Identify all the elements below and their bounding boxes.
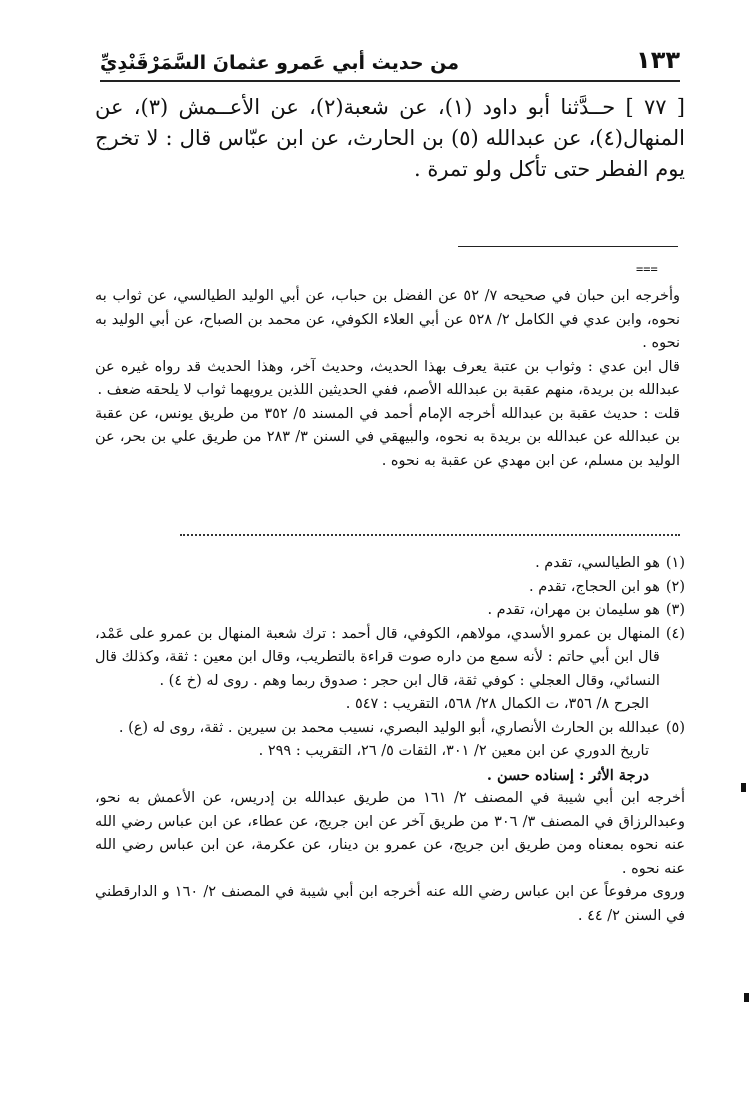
footnote-references: تاريخ الدوري عن ابن معين ٢/ ٣٠١، الثقات ٥/ ٢٦، التقريب : ٢٩٩ .	[258, 743, 649, 759]
margin-mark	[741, 783, 746, 792]
footnote	[95, 717, 685, 741]
page-title: من حديث أبي عَمرو عثمانَ السَّمَرْقَنْدِيِّ	[100, 52, 460, 74]
footnote-text: هو ابن الحجاج، تقدم .	[528, 578, 660, 595]
footnote-text: عبدالله بن الحارث الأنصاري، أبو الوليد البصري، نسيب محمد بن سيرين . ثقة، روى له (ع) .	[118, 719, 660, 736]
commentary-paragraph: قلت : حديث عقبة بن عبدالله أخرجه الإمام أحمد في المسند ٥/ ٣٥٢ من طريق يونس، عن عقبة بن عبدالله عن عبدالله بن بريدة به نحوه، والبيهقي في السنن ٣/ ٢٨٣ من طريق علي بن بحر، عن الوليد بن مسلم، عن ابن مهدي عن عقبة به نحوه .	[95, 405, 681, 469]
page-header	[100, 34, 680, 82]
footnote	[95, 599, 685, 623]
separator-marker: ===	[636, 262, 658, 276]
dotted-divider	[180, 534, 680, 536]
footnote-number: (٤)	[665, 625, 685, 642]
grade-heading: درجة الأثر : إسناده حسن .	[486, 766, 649, 784]
hadith-block	[95, 92, 685, 185]
commentary-paragraph: وأخرجه ابن حبان في صحيحه ٧/ ٥٢ عن الفضل بن حباب، عن أبي الوليد الطيالسي، عن ثواب به نحوه، وابن عدي في الكامل ٢/ ٥٢٨ عن أبي العلاء الكوفي، عن محمد بن الصباح، عن أبي الوليد به نحوه .	[95, 288, 681, 351]
commentary-paragraph: قال ابن عدي : وثواب بن عتبة يعرف بهذا الحديث، وحديث آخر، وهذا الحديث قد رواه غيره عن عبدالله بن بريدة، منهم عقبة بن عبدالله الأصم، ففي الحديثين اللذين يرويهما ثواب لا يلحقه ضعف .	[95, 358, 680, 398]
footnote	[95, 552, 685, 576]
takhrij-paragraph: وروى مرفوعاً عن ابن عباس رضي الله عنه أخرجه ابن أبي شيبة في المصنف ٢/ ١٦٠ و الدارقطني في السنن ٢/ ٤٤ .	[95, 884, 686, 924]
footnote-references: الجرح ٨/ ٣٥٦، ت الكمال ٢٨/ ٥٦٨، التقريب : ٥٤٧ .	[345, 696, 649, 712]
footnote	[95, 623, 685, 694]
section-divider	[458, 246, 678, 247]
page-number: ١٣٣	[636, 46, 680, 74]
takhrij-paragraph: أخرجه ابن أبي شيبة في المصنف ٢/ ١٦١ من طريق عبدالله بن إدريس، عن الأعمش به نحو، وعبدالرزاق في المصنف ٣/ ٣٠٦ من طريق آخر عن ابن جريج، عن عطاء، عن ابن عباس رضي الله عنه نحوه بمعناه ومن طريق ابن جريج، عن عمرو بن دينار، عن عكرمة، عن ابن عباس رضي الله عنه نحوه .	[95, 790, 685, 877]
footnote-number: (٣)	[665, 602, 685, 618]
footnote-number: (١)	[665, 555, 685, 571]
footnote-text: هو الطيالسي، تقدم .	[535, 555, 660, 571]
footnote-number: (٥)	[665, 719, 685, 736]
commentary-block	[95, 285, 680, 473]
footnote	[95, 576, 685, 600]
footnote-text: المنهال بن عمرو الأسدي، مولاهم، الكوفي، قال أحمد : ترك شعبة المنهال بن عمرو على عَمْد، قال ابن أبي حاتم : لأنه سمع من داره صوت قراءة بالتطريب، وقال ابن معين : ثقة، وكذلك قال النسائي، وقال العجلي : كوفي ثقة، قال ابن حجر : صدوق ربما وهم . روى له (خ ٤) .	[95, 625, 660, 689]
footnote-text: هو سليمان بن مهران، تقدم .	[487, 602, 660, 618]
footnotes-block	[95, 552, 685, 928]
footnote-number: (٢)	[665, 578, 685, 595]
hadith-text: [ ٧٧ ] حــدَّثنا أبو داود (١)، عن شعبة(٢)، عن الأعــمش (٣)، عن المنهال(٤)، عن عبدالله (٥) بن الحارث، عن ابن عبّاس قال : لا تخرج يوم الفطر حتى تأكل ولو تمرة .	[95, 95, 686, 181]
margin-mark	[744, 993, 749, 1002]
